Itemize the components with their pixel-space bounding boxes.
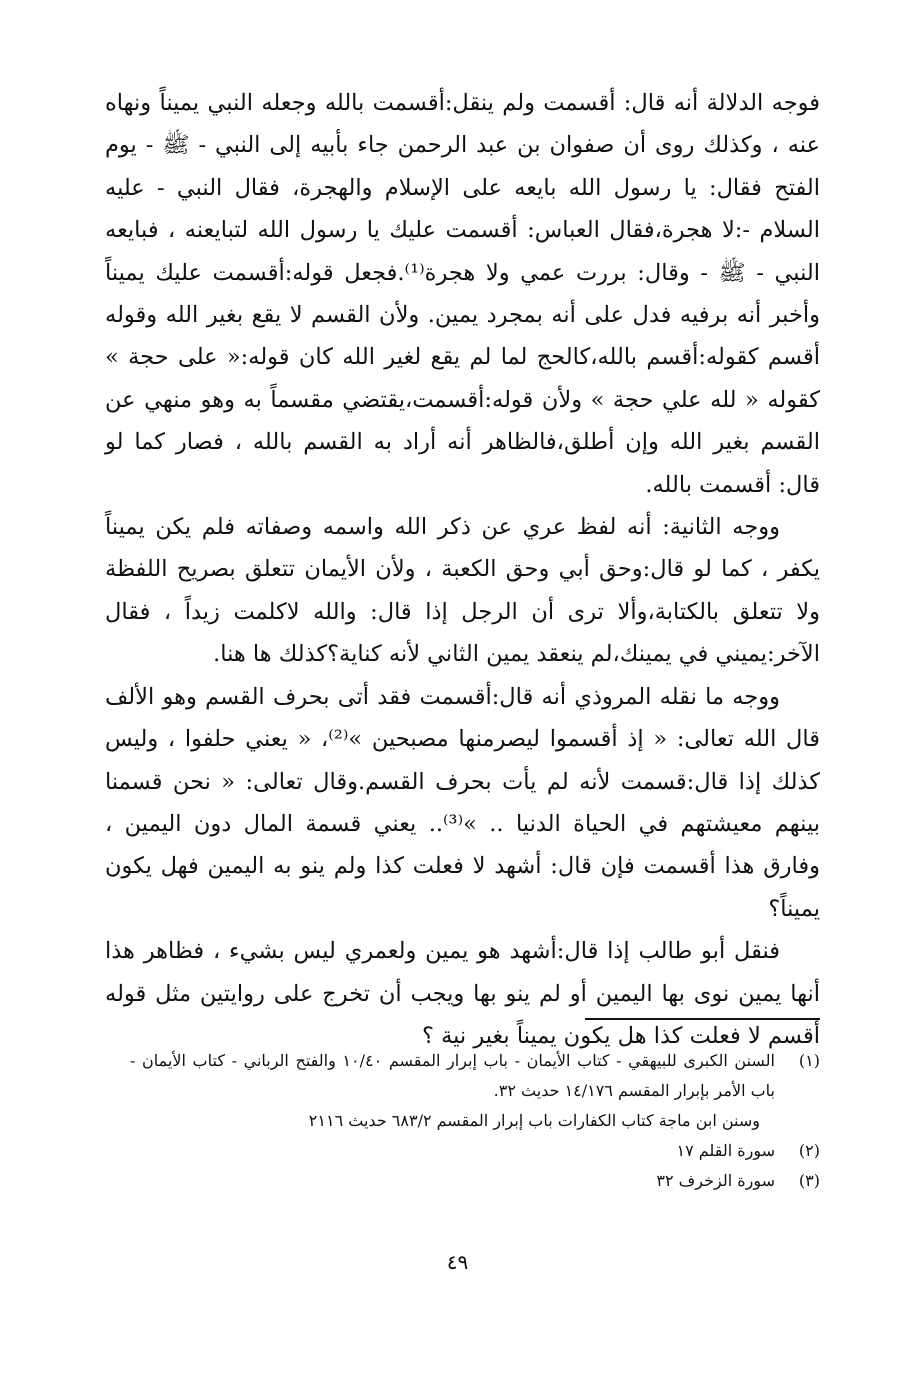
main-text (105, 82, 820, 1057)
footnote-1 (130, 1046, 820, 1106)
footnote-3 (130, 1166, 820, 1196)
paragraph-4: فنقل أبو طالب إذا قال:أشهد هو يمين ولعمري ليس بشيء ، فظاهر هذا أنها يمين نوى بها اليمين أو لم ينو بها ويجب أن تخرج على روايتين مثل قوله أقسم لا فعلت كذا هل يكون يميناً بغير نية ؟ (105, 938, 820, 1049)
footnote-text: سورة القلم ١٧ (676, 1141, 775, 1160)
footnote-text: السنن الكبرى للبيهقي - كتاب الأيمان - باب إبرار المقسم ١٠/٤٠ والفتح الرباني - كتاب الأيمان - باب الأمر بإبرار المقسم ١٤/١٧٦ حديث ٣٢. (130, 1051, 775, 1100)
footnote-1-continued (130, 1106, 820, 1136)
footnote-text: سورة الزخرف ٣٢ (656, 1171, 775, 1190)
footnote-number: (٢) (798, 1141, 820, 1160)
paragraph-2: ووجه الثانية: أنه لفظ عري عن ذكر الله واسمه وصفاته فلم يكن يميناً يكفر ، كما لو قال:وحق أبي وحق الكعبة ، ولأن الأيمان تتعلق بصريح اللفظة ولا تتعلق بالكتابة،وألا ترى أن الرجل إذا قال: والله لاكلمت زيداً ، فقال الآخر:يميني في يمينك،لم ينعقد يمين الثاني لأنه كناية؟كذلك ها هنا. (105, 514, 820, 668)
footnote-number: (٣) (798, 1171, 820, 1190)
footnote-2 (130, 1136, 820, 1166)
paragraph-1: فوجه الدلالة أنه قال: أقسمت ولم ينقل:أقسمت بالله وجعله النبي يميناً ونهاه عنه ، وكذلك روى أن صفوان بن عبد الرحمن جاء بأبيه إلى النبي - ﷺ - يوم الفتح فقال: يا رسول الله بايعه على الإسلام والهجرة، فقال النبي - عليه السلام -:لا هجرة،فقال العباس: أقسمت عليك يا رسول الله لتبايعنه ، فبايعه النبي - ﷺ - وقال: بررت عمي ولا هجرة⁽¹⁾.فجعل قوله:أقسمت عليك يميناً وأخبر أنه برفيه فدل على أنه بمجرد يمين. ولأن القسم لا يقع بغير الله وقوله أقسم كقوله:أقسم بالله،كالحج لما لم يقع لغير الله كان قوله:« على حجة » كقوله « لله علي حجة » ولأن قوله:أقسمت،يقتضي مقسماً به وهو منهي عن القسم بغير الله وإن أطلق،فالظاهر أنه أراد به القسم بالله ، فصار كما لو قال: أقسمت بالله. (105, 90, 820, 498)
footnote-number: (١) (798, 1051, 820, 1070)
footnote-text: وسنن ابن ماجة كتاب الكفارات باب إبرار المقسم ٦٨٣/٢ حديث ٢١١٦ (308, 1111, 760, 1130)
page-number: ٤٩ (446, 1250, 469, 1274)
footnotes (130, 1046, 820, 1196)
footnote-divider (585, 1018, 820, 1020)
paragraph-3: ووجه ما نقله المروذي أنه قال:أقسمت فقد أتى بحرف القسم وهو الألف قال الله تعالى: « إذ أقسموا ليصرمنها مصبحين »⁽²⁾، « يعني حلفوا ، وليس كذلك إذا قال:قسمت لأنه لم يأت بحرف القسم.وقال تعالى: « نحن قسمنا بينهم معيشتهم في الحياة الدنيا .. »⁽³⁾.. يعني قسمة المال دون اليمين ، وفارق هذا أقسمت فإن قال: أشهد لا فعلت كذا ولم ينو به اليمين فهل يكون يميناً؟ (105, 683, 821, 922)
